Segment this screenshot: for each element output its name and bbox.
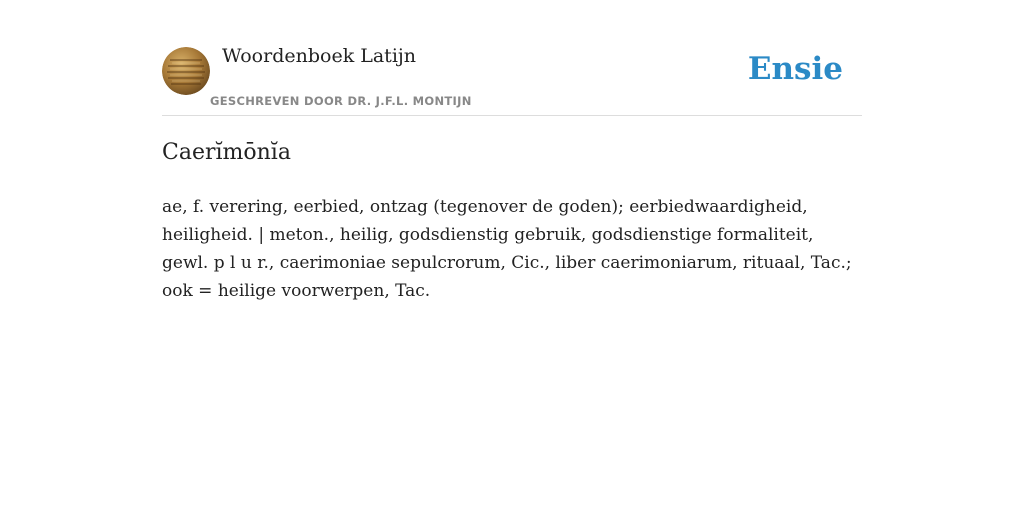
entry-definition: ae, f. verering, eerbied, ontzag (tegenover de goden); eerbiedwaardigheid, heiligheid. | meton., heilig, godsdienstig gebruik, godsdienstige formaliteit, gewl. p l u r., caerimoniae sepulcrorum, Cic., liber caerimoniarum, rituaal, Tac.; ook = heilige voorwerpen, Tac. <box>162 197 852 301</box>
inscribed-coin-icon[interactable] <box>162 47 210 95</box>
page <box>162 0 862 301</box>
author-byline: GESCHREVEN DOOR DR. J.F.L. MONTIJN <box>210 94 472 108</box>
brand-logo-link[interactable]: Ensie <box>747 51 843 87</box>
header <box>162 0 862 116</box>
book-title[interactable]: Woordenboek Latijn <box>222 45 417 67</box>
entry-headword: Caerĭmōnĭa <box>162 140 291 165</box>
